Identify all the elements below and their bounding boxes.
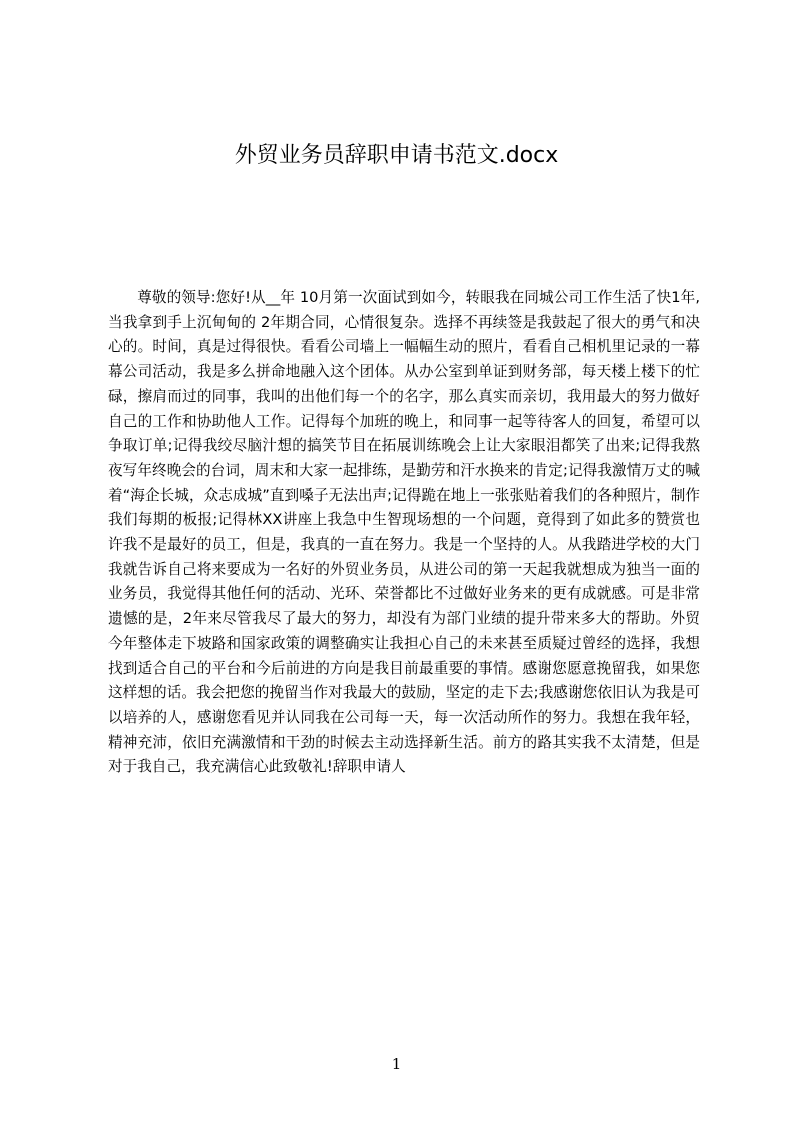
- letter-body: 尊敬的领导:您好!从__年 10月第一次面试到如今，转眼我在同城公司工作生活了快1年,当我拿到手上沉甸甸的 2年期合同，心情很复杂。选择不再续签是我鼓起了很大的勇气和决心的。时间，真是过得很快。看看公司墙上一幅幅生动的照片，看看自己相机里记录的一幕幕公司活动，我是多么拼命地融入这个团体。从办公室到单证到财务部，每天楼上楼下的忙碌，擦肩而过的同事，我叫的出他们每一个的名字，那么真实而亲切，我用最大的努力做好自己的工作和协助他人工作。记得每个加班的晚上，和同事一起等待客人的回复，希望可以争取订单;记得我绞尽脑汁想的搞笑节目在拓展训练晚会上让大家眼泪都笑了出来;记得我熬夜写年终晚会的台词，周末和大家一起排练，是勤劳和汗水换来的肯定;记得我激情万丈的喊着“海企长城，众志成城”直到嗓子无法出声;记得跪在地上一张张贴着我们的各种照片，制作我们每期的板报;记得林XX讲座上我急中生智现场想的一个问题，竟得到了如此多的赞赏也许我不是最好的员工，但是，我真的一直在努力。我是一个坚持的人。从我踏进学校的大门我就告诉自己将来要成为一名好的外贸业务员，从进公司的第一天起我就想成为独当一面的业务员，我觉得其他任何的活动、光环、荣誉都比不过做好业务来的更有成就感。可是非常遗憾的是，2年来尽管我尽了最大的努力，却没有为部门业绩的提升带来多大的帮助。外贸今年整体走下坡路和国家政策的调整确实让我担心自己的未来甚至质疑过曾经的选择，我想找到适合自己的平台和今后前进的方向是我目前最重要的事情。感谢您愿意挽留我，如果您这样想的话。我会把您的挽留当作对我最大的鼓励，坚定的走下去;我感谢您依旧认为我是可以培养的人，感谢您看见并认同我在公司每一天，每一次活动所作的努力。我想在我年轻，精神充沛，依旧充满激情和干劲的时候去主动选择新生活。前方的路其实我不太清楚，但是对于我自己，我充满信心此致敬礼!辞职申请人: [108, 289, 700, 776]
- page-number: 1: [391, 1055, 402, 1073]
- document-title: 外贸业务员辞职申请书范文.docx: [234, 143, 559, 168]
